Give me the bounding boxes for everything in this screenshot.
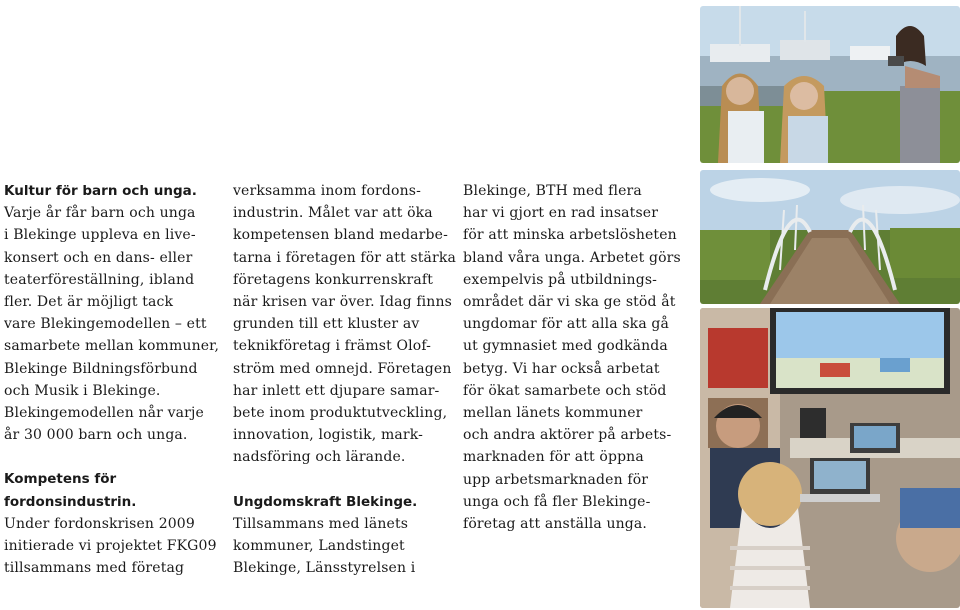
text-column-2 — [233, 180, 458, 579]
heading-line: fordonsindustrin. — [4, 493, 137, 510]
text-line: ström med omnejd. Företagen — [233, 360, 452, 377]
text-line: unga och få fler Blekinge- — [463, 493, 651, 510]
text-line: initierade vi projektet FKG09 — [4, 538, 217, 555]
text-column-3 — [463, 180, 695, 535]
text-line: Tillsammans med länets — [233, 515, 409, 532]
paragraph-culture — [4, 202, 229, 446]
text-line: industrin. Målet var att öka — [233, 205, 433, 222]
text-line: för att minska arbetslösheten — [463, 227, 677, 244]
heading-culture: Kultur för barn och unga. — [4, 183, 197, 199]
text-line: exempelvis på utbildnings- — [463, 271, 658, 288]
text-line: mellan länets kommuner — [463, 405, 643, 422]
text-line: grunden till ett kluster av — [233, 316, 420, 333]
text-line: har inlett ett djupare samar- — [233, 382, 440, 399]
text-line: bete inom produktutveckling, — [233, 405, 448, 422]
heading-line: Kompetens för — [4, 471, 117, 488]
text-line: Under fordonskrisen 2009 — [4, 515, 195, 532]
text-line: verksamma inom fordons- — [233, 183, 421, 199]
text-line: marknaden för att öppna — [463, 449, 644, 466]
text-line: Blekinge Bildningsförbund — [4, 360, 198, 377]
text-line: fler. Det är möjligt tack — [4, 294, 174, 311]
harbour-photo-illustration — [700, 6, 960, 163]
text-line: och Musik i Blekinge. — [4, 382, 161, 399]
heading-competence — [4, 468, 229, 512]
paragraph-youth-power — [233, 513, 458, 580]
photo-harbour-girls — [700, 6, 960, 163]
text-line: nadsföring och lärande. — [233, 449, 406, 466]
heading-youth-power: Ungdomskraft Blekinge. — [233, 493, 418, 510]
photo-wooden-bridge — [700, 170, 960, 304]
text-line: vare Blekingemodellen – ett — [4, 316, 207, 333]
text-line: tarna i företagen för att stärka — [233, 249, 456, 266]
text-line: Blekinge, Länsstyrelsen i — [233, 560, 416, 577]
text-line: Blekingemodellen når varje — [4, 405, 204, 422]
text-line: ut gymnasiet med godkända — [463, 338, 668, 355]
text-line: kommuner, Landstinget — [233, 538, 405, 555]
text-line: Varje år får barn och unga — [4, 205, 196, 222]
text-line: teaterföreställning, ibland — [4, 271, 195, 288]
paragraph-industry — [233, 180, 458, 469]
photo-classroom — [700, 308, 960, 608]
text-line: har vi gjort en rad insatser — [463, 205, 659, 222]
text-line: bland våra unga. Arbetet görs — [463, 249, 681, 266]
text-line: i Blekinge uppleva en live- — [4, 227, 196, 244]
paragraph-competence — [4, 513, 229, 580]
text-line: kompetensen bland medarbe- — [233, 227, 448, 244]
text-line: betyg. Vi har också arbetat — [463, 360, 660, 377]
bridge-photo-illustration — [700, 170, 960, 304]
text-line: konsert och en dans- eller — [4, 249, 193, 266]
text-line: när krisen var över. Idag finns — [233, 294, 452, 311]
text-line: och andra aktörer på arbets- — [463, 427, 672, 444]
text-line: ungdomar för att alla ska gå — [463, 316, 670, 333]
text-line: teknikföretag i främst Olof- — [233, 338, 432, 355]
text-column-1 — [4, 180, 229, 579]
paragraph-youth-employment — [463, 180, 695, 535]
text-line: tillsammans med företag — [4, 560, 185, 577]
text-line: upp arbetsmarknaden för — [463, 471, 649, 488]
classroom-photo-illustration — [700, 308, 960, 608]
text-line: företagens konkurrenskraft — [233, 271, 433, 288]
text-line: samarbete mellan kommuner, — [4, 338, 220, 355]
text-line: området där vi ska ge stöd åt — [463, 294, 676, 311]
text-line: år 30 000 barn och unga. — [4, 427, 188, 444]
text-line: företag att anställa unga. — [463, 516, 647, 533]
text-line: för ökat samarbete och stöd — [463, 382, 667, 399]
text-line: Blekinge, BTH med flera — [463, 183, 642, 199]
text-line: innovation, logistik, mark- — [233, 427, 423, 444]
